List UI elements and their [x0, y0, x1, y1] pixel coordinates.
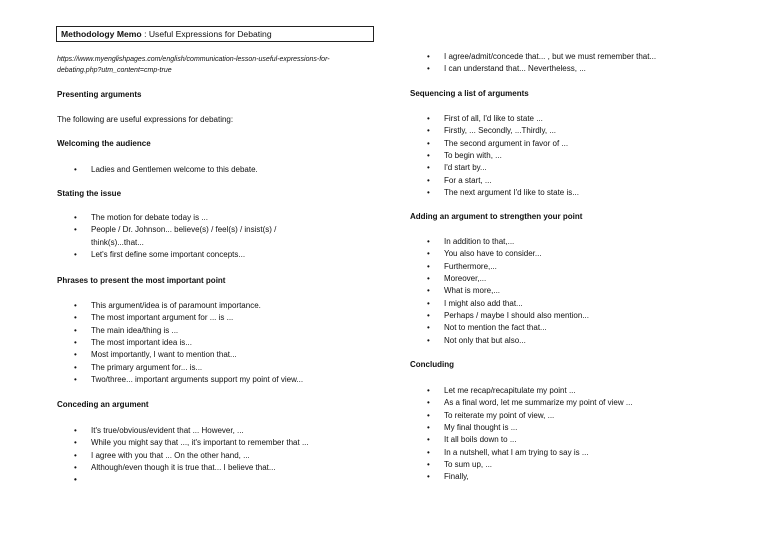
- list-item: • The primary argument for... is...: [57, 362, 303, 374]
- list-item: • First of all, I'd like to state ...: [410, 113, 579, 125]
- list-item: • I agree with you that ... On the other hand, ...: [57, 450, 309, 462]
- list-item: • People / Dr. Johnson... believe(s) / feel(s) / insist(s) / think(s)...that...: [57, 224, 321, 249]
- list-item: • In a nutshell, what I am trying to say is ...: [410, 447, 633, 459]
- list-item: • For a start, ...: [410, 175, 579, 187]
- heading-concluding: Concluding: [410, 360, 454, 369]
- list-item: • The motion for debate today is ...: [57, 212, 321, 224]
- list-item: • Firstly, ... Secondly, ...Thirdly, ...: [410, 125, 579, 137]
- list-item: • The most important argument for ... is ...: [57, 312, 303, 324]
- welcoming-list: [57, 164, 258, 176]
- conceding-list: [57, 425, 309, 474]
- adding-list: [410, 236, 589, 347]
- memo-title-rest: : Useful Expressions for Debating: [141, 29, 272, 39]
- list-item: • The main idea/thing is ...: [57, 325, 303, 337]
- important-list: [57, 300, 303, 386]
- list-item: • My final thought is ...: [410, 422, 633, 434]
- list-item: • Two/three... important arguments support my point of view...: [57, 374, 303, 386]
- list-item: • Finally,: [410, 471, 633, 483]
- list-item: • Not only that but also...: [410, 335, 589, 347]
- heading-adding-argument: Adding an argument to strengthen your point: [410, 212, 583, 221]
- list-item: • Moreover,...: [410, 273, 589, 285]
- list-item: • To begin with, ...: [410, 150, 579, 162]
- list-item: • Most importantly, I want to mention that...: [57, 349, 303, 361]
- list-item: • The next argument I'd like to state is...: [410, 187, 579, 199]
- list-item: • Although/even though it is true that... I believe that...: [57, 462, 309, 474]
- list-item: • Ladies and Gentlemen welcome to this debate.: [57, 164, 258, 176]
- list-item: • Perhaps / maybe I should also mention...: [410, 310, 589, 322]
- source-url: https://www.myenglishpages.com/english/communication-lesson-useful-expressions-for-debating.php?utm_content=cmp-true: [57, 56, 330, 74]
- list-item: • To sum up, ...: [410, 459, 633, 471]
- heading-presenting-arguments: Presenting arguments: [57, 90, 142, 99]
- intro-text: The following are useful expressions for debating:: [57, 115, 234, 124]
- memo-title: [56, 26, 374, 42]
- sequencing-list: [410, 113, 579, 199]
- list-item: • As a final word, let me summarize my point of view ...: [410, 397, 633, 409]
- list-item: • I can understand that... Nevertheless, ...: [410, 63, 656, 75]
- heading-welcoming: Welcoming the audience: [57, 139, 151, 148]
- list-item: • The most important idea is...: [57, 337, 303, 349]
- heading-important-point: Phrases to present the most important point: [57, 276, 226, 285]
- concluding-list: [410, 385, 633, 484]
- heading-sequencing: Sequencing a list of arguments: [410, 89, 529, 98]
- list-item: • It all boils down to ...: [410, 434, 633, 446]
- list-item: • I might also add that...: [410, 298, 589, 310]
- list-item: • To reiterate my point of view, ...: [410, 410, 633, 422]
- list-item: • While you might say that ..., it's important to remember that ...: [57, 437, 309, 449]
- list-item: • What is more,...: [410, 285, 589, 297]
- list-item: • Not to mention the fact that...: [410, 322, 589, 334]
- issue-list: [57, 212, 321, 261]
- heading-conceding: Conceding an argument: [57, 400, 149, 409]
- list-item: • This argument/idea is of paramount importance.: [57, 300, 303, 312]
- list-item: • Let me recap/recapitulate my point ...: [410, 385, 633, 397]
- list-item: • I agree/admit/concede that... , but we must remember that...: [410, 51, 656, 63]
- memo-title-bold: Methodology Memo: [61, 29, 142, 39]
- list-item: • It's true/obvious/evident that ... However, ...: [57, 425, 309, 437]
- heading-stating-issue: Stating the issue: [57, 189, 122, 198]
- continued-conceding-list: [410, 51, 656, 76]
- list-item: • You also have to consider...: [410, 248, 589, 260]
- list-item: • I'd start by...: [410, 162, 579, 174]
- list-item: • In addition to that,...: [410, 236, 589, 248]
- list-item: • Let's first define some important concepts...: [57, 249, 321, 261]
- list-item: • The second argument in favor of ...: [410, 138, 579, 150]
- list-item: • Furthermore,...: [410, 261, 589, 273]
